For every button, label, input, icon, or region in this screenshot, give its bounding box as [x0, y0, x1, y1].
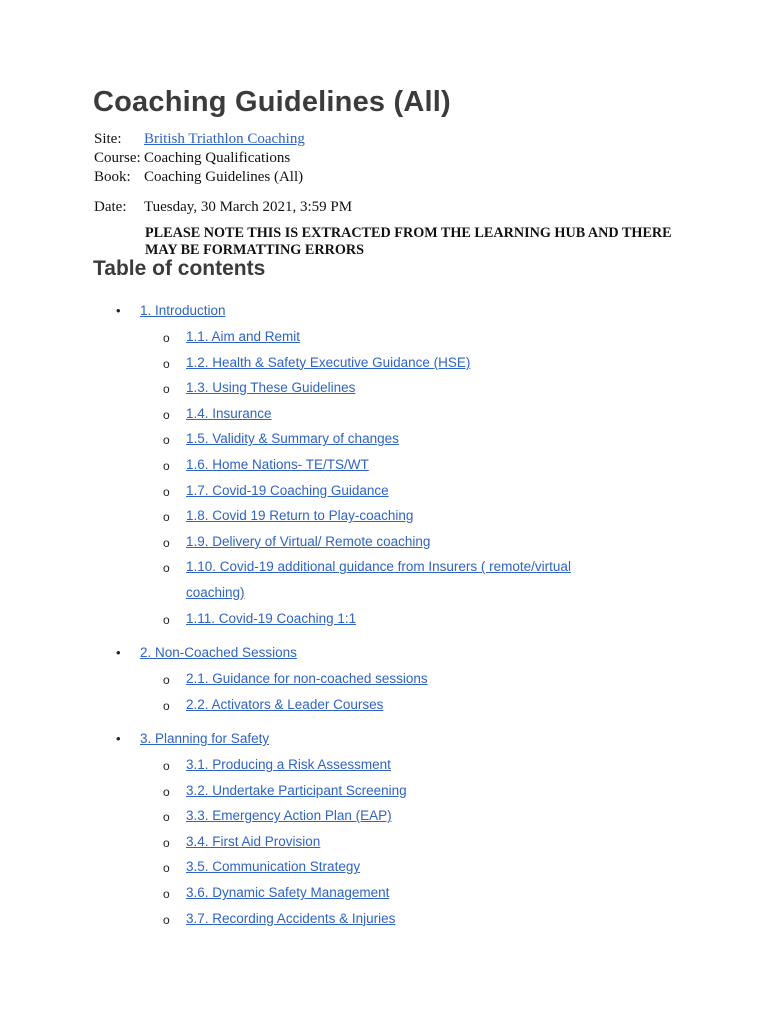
page-title: Coaching Guidelines (All): [93, 86, 451, 118]
toc-section-link[interactable]: 2. Non-Coached Sessions: [140, 645, 297, 660]
toc-subsection-link[interactable]: 1.6. Home Nations- TE/TS/WT: [186, 457, 369, 472]
meta-site-label: Site:: [94, 131, 122, 147]
toc-sub-bullet: o: [163, 356, 170, 371]
toc-sub-bullet: o: [163, 759, 170, 773]
toc-sub-bullet: o: [163, 673, 170, 687]
toc-bullet: •: [116, 645, 121, 660]
toc-subsection-link[interactable]: 1.5. Validity & Summary of changes: [186, 431, 399, 447]
toc-section-link[interactable]: 1. Introduction: [140, 303, 226, 318]
toc-heading: Table of contents: [93, 257, 266, 280]
toc-sub-bullet: o: [163, 459, 170, 473]
toc-subsection-link[interactable]: 1.11. Covid-19 Coaching 1:1: [186, 610, 357, 626]
toc-sub-bullet: o: [163, 484, 170, 499]
toc-sub-bullet: o: [163, 698, 170, 713]
toc-subsection-link[interactable]: 3.1. Producing a Risk Assessment: [186, 757, 391, 772]
toc-sub-bullet: o: [163, 407, 170, 422]
toc-subsection-link[interactable]: 1.9. Delivery of Virtual/ Remote coaching: [186, 533, 431, 549]
toc-sub-bullet: o: [163, 784, 170, 799]
meta-course-value: Coaching Qualifications: [144, 150, 291, 166]
toc-sub-bullet: o: [163, 561, 170, 576]
toc-subsection-item: [186, 854, 606, 880]
toc-section-item: [140, 302, 226, 320]
toc-subsection-link[interactable]: 1.2. Health & Safety Executive Guidance (HSE): [186, 354, 471, 370]
meta-course-label: Course:: [94, 150, 141, 166]
meta-date-label: Date:: [94, 199, 127, 215]
toc-subsection-item: [186, 829, 606, 855]
toc-subsection-link[interactable]: 3.2. Undertake Participant Screening: [186, 782, 407, 798]
meta-book-value: Coaching Guidelines (All): [144, 169, 304, 185]
meta-spacer: [94, 187, 352, 198]
toc-subsection-link[interactable]: 1.7. Covid-19 Coaching Guidance: [186, 482, 389, 498]
toc-subsection-item: [186, 478, 606, 504]
toc-sub-bullet: o: [163, 382, 170, 397]
toc-subsection-link[interactable]: 1.4. Insurance: [186, 405, 272, 421]
toc-subsection-item: [186, 803, 606, 829]
toc-sub-bullet: o: [163, 887, 170, 901]
toc-subsection-item: [186, 529, 606, 555]
toc-section-link[interactable]: 3. Planning for Safety: [140, 731, 270, 746]
toc-subsection-item: [186, 503, 606, 529]
meta-date-value: Tuesday, 30 March 2021, 3:59 PM: [144, 199, 353, 215]
toc-sub-bullet: o: [163, 861, 170, 876]
site-link[interactable]: British Triathlon Coaching: [144, 131, 305, 147]
toc-subsection-item: [186, 452, 606, 478]
meta-book-row: [94, 168, 352, 187]
toc-subsection-item: [186, 375, 606, 401]
toc-sub-bullet: o: [163, 433, 170, 448]
toc-subsection-link[interactable]: 1.3. Using These Guidelines: [186, 380, 356, 396]
toc-subsection-link[interactable]: 2.2. Activators & Leader Courses: [186, 696, 384, 712]
toc-subsection-item: [186, 666, 606, 692]
toc-subsection-link[interactable]: 3.3. Emergency Action Plan (EAP): [186, 808, 392, 824]
document-meta: [94, 130, 352, 217]
meta-date-row: [94, 198, 352, 217]
toc-subsection-item: [186, 778, 606, 804]
toc-subsection-link[interactable]: 3.6. Dynamic Safety Management: [186, 885, 390, 900]
toc-subsection-item: [186, 880, 606, 906]
toc-bullet: •: [116, 731, 121, 746]
toc-subsection-link[interactable]: 2.1. Guidance for non-coached sessions: [186, 671, 428, 686]
toc-sub-bullet: o: [163, 912, 170, 927]
toc-subsection-link[interactable]: 3.4. First Aid Provision: [186, 833, 321, 849]
toc-sub-bullet: o: [163, 535, 170, 550]
toc-section-item: [140, 644, 297, 662]
toc-subsection-item: [186, 426, 606, 452]
toc-subsection-item: [186, 554, 606, 605]
toc-section-item: [140, 730, 269, 748]
toc-subsection-link[interactable]: 3.7. Recording Accidents & Injuries: [186, 910, 396, 926]
toc-subsection-link[interactable]: 1.10. Covid-19 additional guidance from Insurers ( remote/virtual coaching): [186, 559, 571, 600]
toc-subsection-item: [186, 692, 606, 718]
toc-sub-bullet: o: [163, 331, 170, 345]
toc-subsection-item: [186, 906, 606, 932]
toc-subsection-item: [186, 606, 606, 632]
meta-book-label: Book:: [94, 169, 131, 185]
extraction-notice: PLEASE NOTE THIS IS EXTRACTED FROM THE LEARNING HUB AND THERE MAY BE FORMATTING ERRORS: [145, 225, 672, 258]
toc-subsection-item: [186, 401, 606, 427]
toc-subsection-link[interactable]: 3.5. Communication Strategy: [186, 859, 361, 875]
toc-sub-bullet: o: [163, 612, 170, 627]
toc-sub-bullet: o: [163, 810, 170, 825]
toc-sub-bullet: o: [163, 835, 170, 850]
meta-site-value: [144, 130, 305, 149]
toc-subsection-item: [186, 324, 606, 350]
toc-subsection-link[interactable]: 1.1. Aim and Remit: [186, 329, 301, 344]
toc-subsection-item: [186, 350, 606, 376]
toc-subsection-item: [186, 752, 606, 778]
meta-course-row: [94, 149, 352, 168]
toc-sub-bullet: o: [163, 510, 170, 525]
toc-bullet: •: [116, 303, 121, 318]
toc-subsection-link[interactable]: 1.8. Covid 19 Return to Play-coaching: [186, 508, 414, 524]
meta-site-row: [94, 130, 352, 149]
